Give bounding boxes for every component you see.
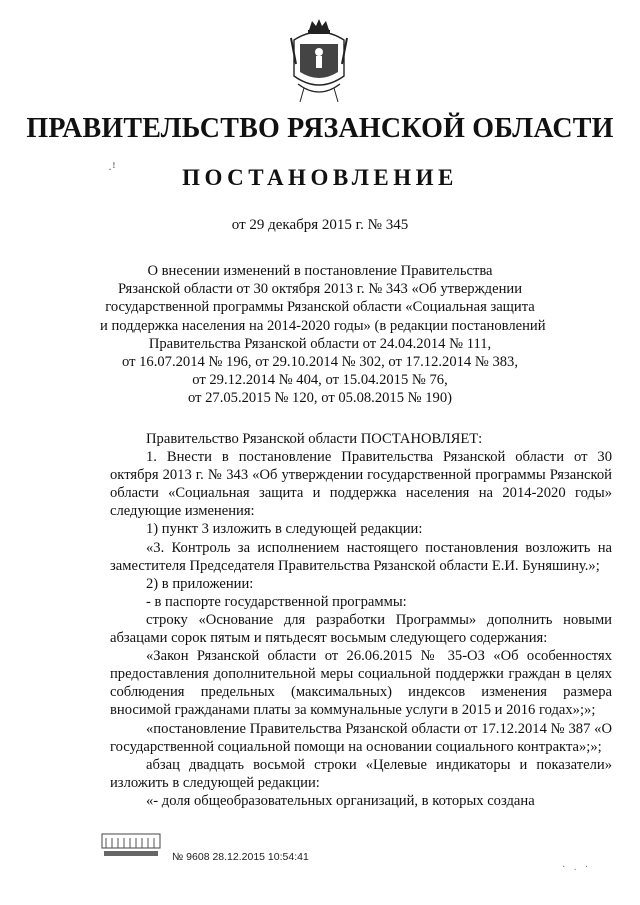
document-body <box>110 430 612 810</box>
registration-stamp-icon <box>100 830 162 860</box>
subject-line: государственной программы Рязанской области «Социальная защита <box>105 299 535 316</box>
body-paragraph: «постановление Правительства Рязанской области от 17.12.2014 № 387 «О государственной социальной помощи на основании социального контракта»;»; <box>110 720 612 755</box>
body-paragraph: «3. Контроль за исполнением настоящего постановления возложить на заместителя Председателя Правительства Рязанской области Е.И. Буняшину.»; <box>110 539 612 574</box>
body-paragraph: 1. Внести в постановление Правительства Рязанской области от 30 октября 2013 г. № 343 «Об утверждении государственной программы Рязанской области «Социальная защита и поддержка населения на 2014-2020 годы» следующие изменения: <box>110 449 612 520</box>
body-paragraph: 2) в приложении: <box>146 575 254 592</box>
document-type: ПОСТАНОВЛЕНИЕ <box>182 165 458 190</box>
subject-line: Рязанской области от 30 октября 2013 г. № 343 «Об утверждении <box>117 281 523 298</box>
body-paragraph: 1) пункт 3 изложить в следующей редакции: <box>146 521 423 538</box>
registration-stamp-text: № 9608 28.12.2015 10:54:41 <box>172 851 309 863</box>
government-title: ПРАВИТЕЛЬСТВО РЯЗАНСКОЙ ОБЛАСТИ <box>26 113 614 144</box>
subject-line: О внесении изменений в постановление Правительства <box>147 263 493 279</box>
document-subject <box>100 262 546 408</box>
subject-line: от 27.05.2015 № 120, от 05.08.2015 № 190) <box>188 390 452 407</box>
body-paragraph: Правительство Рязанской области ПОСТАНОВЛЯЕТ: <box>146 431 483 447</box>
body-paragraph: «- доля общеобразовательных организаций, в которых создана <box>146 792 535 809</box>
body-paragraph: абзац двадцать восьмой строки «Целевые индикаторы и показатели» изложить в следующей редакции: <box>110 756 612 791</box>
body-paragraph: строку «Основание для разработки Программы» дополнить новыми абзацами сорок пятым и пятьдесят восьмым следующего содержания: <box>110 611 612 647</box>
document-date: от 29 декабря 2015 г. № 345 <box>231 217 409 233</box>
subject-line: Правительства Рязанской области от 24.04.2014 № 111, <box>148 335 492 352</box>
subject-line: от 29.12.2014 № 404, от 15.04.2015 № 76, <box>192 372 448 389</box>
subject-line: и поддержка населения на 2014-2020 годы» (в редакции постановлений <box>100 317 546 334</box>
subject-line: от 16.07.2014 № 196, от 29.10.2014 № 302, от 17.12.2014 № 383, <box>122 354 518 371</box>
body-paragraph: «Закон Рязанской области от 26.06.2015 № 35-ОЗ «Об особенностях предоставления дополнительной меры социальной поддержки граждан в целях соблюдения предельных (максимальных) индексов изменения размера вносимой гражданами платы за коммунальные услуги в 2015 и 2016 годах»;»; <box>110 648 612 719</box>
coat-of-arms-icon <box>288 18 350 106</box>
scan-mark-right: · . · <box>562 862 592 873</box>
scan-mark-left: ·ꜝ <box>108 162 116 176</box>
body-paragraph: - в паспорте государственной программы: <box>146 593 407 610</box>
